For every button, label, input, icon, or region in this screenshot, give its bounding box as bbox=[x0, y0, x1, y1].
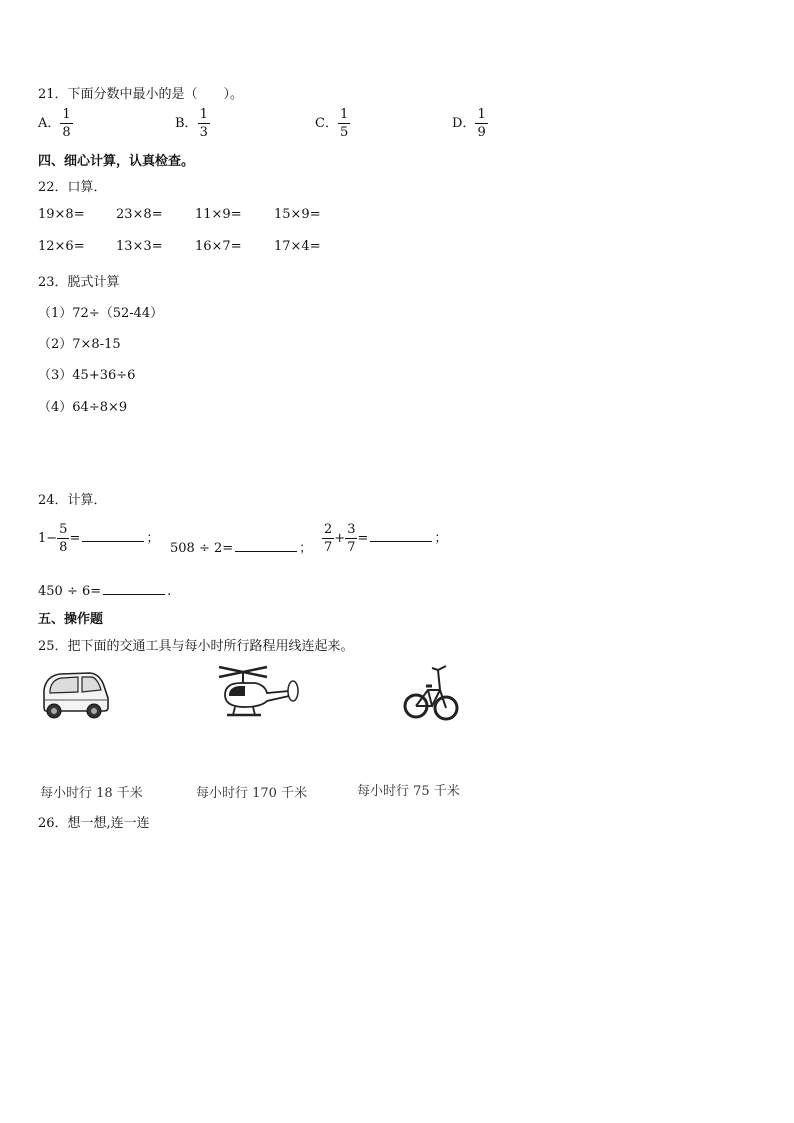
helicopter-icon bbox=[215, 663, 301, 723]
q23-item: （1）72÷（52-44） bbox=[38, 306, 164, 321]
car-icon bbox=[38, 668, 110, 720]
q21-option-c[interactable] bbox=[315, 108, 350, 139]
answer-blank[interactable] bbox=[235, 539, 297, 552]
q22-item: 13×3= bbox=[116, 239, 163, 254]
answer-blank[interactable] bbox=[82, 529, 144, 542]
speed-label: 每小时行 75 千米 bbox=[357, 784, 460, 799]
fraction: $\frac{1}{5}$ bbox=[339, 107, 349, 140]
section-four-heading: 四、细心计算，认真检查。 bbox=[38, 154, 195, 169]
option-letter: A． bbox=[38, 116, 61, 131]
q22-stem: 22．口算． bbox=[38, 180, 107, 195]
q22-item: 23×8= bbox=[116, 207, 163, 222]
option-letter: C． bbox=[315, 116, 338, 131]
fraction: $\frac{1}{9}$ bbox=[477, 107, 486, 140]
q23-item: （3）45+36÷6 bbox=[38, 368, 136, 383]
answer-blank[interactable] bbox=[103, 582, 165, 595]
bicycle-icon bbox=[402, 662, 460, 724]
q23-stem: 23．脱式计算 bbox=[38, 275, 120, 290]
q24-expression-1: 1− $\frac{5}{8}$ = ； bbox=[38, 522, 160, 555]
q22-item: 15×9= bbox=[274, 207, 321, 222]
q21-option-a[interactable] bbox=[38, 108, 73, 139]
q23-item: （2）7×8-15 bbox=[38, 337, 121, 352]
q24-expression-3: $\frac{2}{7}$ + $\frac{3}{7}$ = ； bbox=[324, 522, 448, 555]
q24-expression-4: 450 ÷ 6= . bbox=[38, 584, 172, 599]
speed-label: 每小时行 18 千米 bbox=[40, 786, 143, 801]
q21-stem: 21．下面分数中最小的是（ ）。 bbox=[38, 87, 244, 102]
section-five-heading: 五、操作题 bbox=[38, 612, 104, 627]
fraction: $\frac{2}{7}$ bbox=[324, 522, 333, 555]
fraction: $\frac{1}{8}$ bbox=[62, 107, 71, 140]
fraction: $\frac{5}{8}$ bbox=[59, 522, 68, 555]
q22-item: 11×9= bbox=[195, 207, 242, 222]
speed-label: 每小时行 170 千米 bbox=[196, 786, 308, 801]
q25-stem: 25．把下面的交通工具与每小时所行路程用线连起来。 bbox=[38, 639, 354, 654]
q21-option-d[interactable] bbox=[452, 108, 488, 139]
q22-item: 19×8= bbox=[38, 207, 85, 222]
answer-blank[interactable] bbox=[370, 529, 432, 542]
q22-item: 12×6= bbox=[38, 239, 85, 254]
q22-item: 16×7= bbox=[195, 239, 242, 254]
q21-option-b[interactable] bbox=[175, 108, 210, 139]
q26-stem: 26．想一想,连一连 bbox=[38, 816, 150, 831]
q23-item: （4）64÷8×9 bbox=[38, 400, 128, 415]
option-letter: B． bbox=[175, 116, 198, 131]
fraction: $\frac{1}{3}$ bbox=[199, 107, 208, 140]
q24-stem: 24．计算． bbox=[38, 493, 107, 508]
option-letter: D． bbox=[452, 116, 476, 131]
fraction: $\frac{3}{7}$ bbox=[347, 522, 356, 555]
q22-item: 17×4= bbox=[274, 239, 321, 254]
q24-expression-2: 508 ÷ 2= ； bbox=[170, 541, 313, 556]
